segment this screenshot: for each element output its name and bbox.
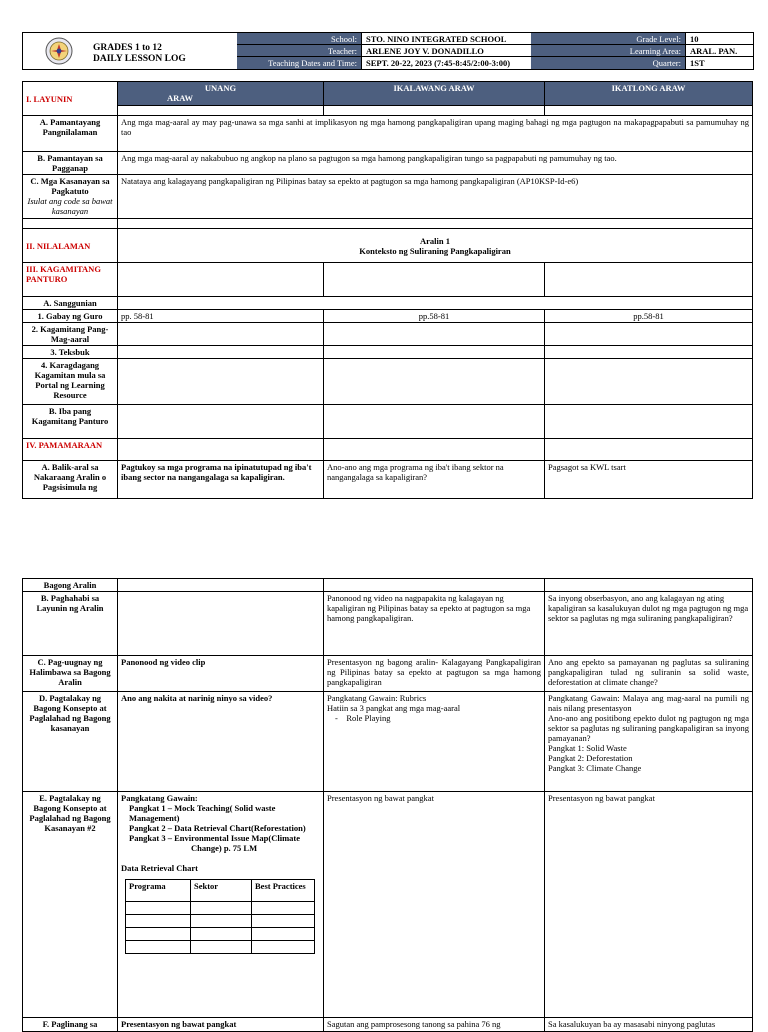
balik-day2: Ano-ano ang mga programa ng iba't ibang sektor na nangangalaga sa kapaligiran? <box>324 461 545 499</box>
blank-cell <box>118 439 324 461</box>
area-label: Learning Area: <box>531 45 685 57</box>
pagtalakay1-day1: Ano ang nakita at narinig ninyo sa video? <box>118 692 324 792</box>
blank-cell <box>118 219 753 229</box>
dates-value: SEPT. 20-22, 2023 (7:45-8:45/2:00-3:00) <box>361 57 531 69</box>
school-value: STO. NINO INTEGRATED SCHOOL <box>361 33 531 45</box>
blank-cell <box>118 346 324 359</box>
row-pamamaraan <box>23 439 753 461</box>
row-mag-aaral <box>23 323 753 346</box>
row-pagtalakay-2 <box>23 792 753 1018</box>
text-pamantayan-pagganap: Ang mga mag-aaral ay nakabubuo ng angkop na plano sa pagtugon sa mga hamong pangkapaligiran tungo sa pagpapabuti ng pamumuhay ng tao. <box>118 152 753 175</box>
label-pamantayang-pangnilalaman: A. Pamantayang Pangnilalaman <box>23 116 118 152</box>
row-bagong-aralin <box>23 579 753 592</box>
log-title <box>93 43 186 65</box>
row-sanggunian <box>23 297 753 310</box>
label-iba-pang: B. Iba pang Kagamitang Panturo <box>23 405 118 439</box>
pagtalakay1-day3-line3: Pangkat 1: Solid Waste <box>548 743 627 753</box>
header-block <box>22 32 754 70</box>
paghahabi-day3: Sa inyong obserbasyon, ano ang kalagayan ng ating kapaligiran sa kasalukuyan dulot ng mga pagtugon ng mga sektor sa paglutas ng mga suliraning pangkapaligiran? <box>545 592 753 656</box>
drc-cell <box>126 915 191 928</box>
pagtalakay2-line4: Pangkat 3 – Environmental Issue Map(Climate <box>129 833 301 843</box>
drc-row <box>126 915 315 928</box>
drc-cell <box>252 915 315 928</box>
label-gabay: 1. Gabay ng Guro <box>23 310 118 323</box>
row-karagdagang <box>23 359 753 405</box>
pagtalakay2-day1 <box>118 792 324 1018</box>
blank-cell <box>118 592 324 656</box>
blank-cell <box>545 263 753 297</box>
kasanayan-note: Isulat ang code sa bawat kasanayan <box>27 196 113 216</box>
blank-cell <box>118 579 324 592</box>
paglinang-day2: Sagutan ang pamprosesong tanong sa pahina 76 ng <box>324 1018 545 1032</box>
label-paglinang: F. Paglinang sa <box>23 1018 118 1032</box>
pagtalakay1-day3-line4: Pangkat 2: Deforestation <box>548 753 633 763</box>
section-kagamitan: III. KAGAMITANG PANTURO <box>23 263 118 297</box>
drc-cell <box>126 941 191 954</box>
label-mag-aaral: 2. Kagamitang Pang-Mag-aaral <box>23 323 118 346</box>
deped-seal-icon <box>45 37 73 65</box>
col-day1 <box>118 82 324 106</box>
aralin-subtitle: Konteksto ng Suliraning Pangkapaligiran <box>359 245 511 256</box>
pagtalakay2-line3: Pangkat 2 – Data Retrieval Chart(Reforestation) <box>129 823 306 833</box>
blank-cell <box>118 405 324 439</box>
drc-row <box>126 928 315 941</box>
drc-row <box>126 941 315 954</box>
blank-cell <box>118 297 753 310</box>
grade-value: 10 <box>685 33 753 45</box>
teacher-label: Teacher: <box>237 45 361 57</box>
lesson-table-page2 <box>22 578 753 1032</box>
row-paglinang <box>23 1018 753 1032</box>
blank-cell <box>545 359 753 405</box>
label-sanggunian: A. Sanggunian <box>23 297 118 310</box>
balik-day3: Pagsagot sa KWL tsart <box>545 461 753 499</box>
label-teksbuk: 3. Teksbuk <box>23 346 118 359</box>
kasanayan-title: C. Mga Kasanayan sa Pagkatuto <box>30 176 110 196</box>
text-kasanayan: Natataya ang kalagayang pangkapaligiran ng Pilipinas batay sa epekto at pagtugon sa mga hamong pangkapaligiran (AP10KSP-Id-e6) <box>118 175 753 219</box>
col-day3: IKATLONG ARAW <box>545 82 753 106</box>
blank-cell <box>545 439 753 461</box>
gabay-day2: pp.58-81 <box>324 310 545 323</box>
label-balik-aral: A. Balik-aral sa Nakaraang Aralin o Pagsisimula ng <box>23 461 118 499</box>
drc-cell <box>191 902 252 915</box>
col-day1-line1: UNANG <box>204 83 237 93</box>
drc-row <box>126 902 315 915</box>
blank-cell <box>545 405 753 439</box>
paghahabi-day2: Panonood ng video na nagpapakita ng kalagayan ng kapaligiran ng Pilipinas batay sa epekto at pagtugon sa mga hamong pangkapaligiran. <box>324 592 545 656</box>
paglinang-day3: Sa kasalukuyan ba ay masasabi ninyong paglutas <box>545 1018 753 1032</box>
row-iba-pang <box>23 405 753 439</box>
blank-cell <box>324 106 545 116</box>
blank-cell <box>118 323 324 346</box>
aralin-cell <box>118 229 753 263</box>
pagtalakay1-day2-line3: Role Playing <box>346 713 391 723</box>
row-pamantayang-pangnilalaman <box>23 116 753 152</box>
text-pamantayang-pangnilalaman: Ang mga mag-aaral ay may pag-unawa sa mga sanhi at implikasyon ng mga hamong pangkapaligiran upang maging bahagi ng mga pagtugon na makapagpapabuti sa pamumuhay ng tao <box>118 116 753 152</box>
blank-cell <box>324 346 545 359</box>
blank-cell <box>545 106 753 116</box>
col-day1-line2: ARAW <box>167 93 193 103</box>
aralin-title: Aralin 1 <box>420 235 450 246</box>
drc-cell <box>126 928 191 941</box>
paglinang-day1: Presentasyon ng bawat pangkat <box>118 1018 324 1032</box>
drc-header-sektor: Sektor <box>191 880 252 902</box>
pagtalakay2-line5: Change) p. 75 LM <box>191 843 258 853</box>
title-line-2: DAILY LESSON LOG <box>93 54 186 64</box>
pag-uugnay-day2: Presentasyon ng bagong aralin- Kalagayang Pangkapaligiran ng Pilipinas batay sa epekto at pagtugon sa mga hamong pangkapaligiran <box>324 656 545 692</box>
drc-header-row <box>126 880 315 902</box>
pagtalakay1-day2-bullet <box>327 713 541 723</box>
quarter-label: Quarter: <box>531 57 685 69</box>
label-kasanayan <box>23 175 118 219</box>
pag-uugnay-day3: Ano ang epekto sa pamayanan ng paglutas sa suliraning pangkapaligiran tulad ng suliranin sa solid waste, deforestation at climate change? <box>545 656 753 692</box>
pagtalakay1-day2 <box>324 692 545 792</box>
drc-cell <box>252 941 315 954</box>
meta-left <box>237 33 531 69</box>
blank-cell <box>545 346 753 359</box>
drc-cell <box>252 902 315 915</box>
drc-cell <box>126 902 191 915</box>
col-day2: IKALAWANG ARAW <box>324 82 545 106</box>
pagtalakay2-day3: Presentasyon ng bawat pangkat <box>545 792 753 1018</box>
pagtalakay1-day3 <box>545 692 753 792</box>
blank-cell <box>324 405 545 439</box>
pagtalakay1-day3-line1: Pangkatang Gawain: Malaya ang mag-aaral na pumili ng nais nilang presentasyon <box>548 693 749 713</box>
label-bagong-aralin: Bagong Aralin <box>23 579 118 592</box>
label-paghahabi: B. Paghahabi sa Layunin ng Aralin <box>23 592 118 656</box>
label-pagtalakay-2: E. Pagtalakay ng Bagong Konsepto at Paglalahad ng Bagong Kasanayan #2 <box>23 792 118 1018</box>
blank-cell <box>545 579 753 592</box>
logo-cell <box>23 33 238 69</box>
pagtalakay2-line1: Pangkatang Gawain: <box>121 793 198 803</box>
pagtalakay1-day3-line5: Pangkat 3: Climate Change <box>548 763 642 773</box>
section-pamamaraan: IV. PAMAMARAAN <box>23 439 118 461</box>
pagtalakay2-day2: Presentasyon ng bawat pangkat <box>324 792 545 1018</box>
pagtalakay2-line2: Pangkat 1 – Mock Teaching( Solid waste Management) <box>129 803 276 823</box>
school-label: School: <box>237 33 361 45</box>
blank-cell <box>324 359 545 405</box>
label-karagdagang: 4. Karagdagang Kagamitan mula sa Portal ng Learning Resource <box>23 359 118 405</box>
blank-cell <box>23 219 118 229</box>
gabay-day3: pp.58-81 <box>545 310 753 323</box>
data-retrieval-chart <box>125 879 315 954</box>
blank-cell <box>324 323 545 346</box>
blank-cell <box>118 359 324 405</box>
pag-uugnay-day1: Panonood ng video clip <box>118 656 324 692</box>
pagtalakay1-day2-line2: Hatiin sa 3 pangkat ang mga mag-aaral <box>327 703 461 713</box>
drc-cell <box>191 941 252 954</box>
row-pag-uugnay <box>23 656 753 692</box>
blank-cell <box>324 579 545 592</box>
dates-label: Teaching Dates and Time: <box>237 57 361 69</box>
row-pamantayan-pagganap <box>23 152 753 175</box>
gabay-day1: pp. 58-81 <box>118 310 324 323</box>
row-balik-aral <box>23 461 753 499</box>
lesson-table-page1 <box>22 81 753 499</box>
blank-cell <box>324 439 545 461</box>
row-kasanayan <box>23 175 753 219</box>
section-layunin: I. LAYUNIN <box>23 82 118 116</box>
title-line-1: GRADES 1 to 12 <box>93 43 162 53</box>
row-nilalaman <box>23 229 753 263</box>
blank-cell <box>324 263 545 297</box>
drc-cell <box>191 928 252 941</box>
label-pamantayan-pagganap: B. Pamantayan sa Pagganap <box>23 152 118 175</box>
pagtalakay1-day2-line1: Pangkatang Gawain: Rubrics <box>327 693 427 703</box>
dash-bullet: - <box>335 713 347 723</box>
teacher-value: ARLENE JOY V. DONADILLO <box>361 45 531 57</box>
drc-header-programa: Programa <box>126 880 191 902</box>
balik-day1: Pagtukoy sa mga programa na ipinatutupad ng iba't ibang sector na nangangalaga sa kapaligiran. <box>118 461 324 499</box>
blank-cell <box>118 106 324 116</box>
drc-header-best-practices: Best Practices <box>252 880 315 902</box>
label-pag-uugnay: C. Pag-uugnay ng Halimbawa sa Bagong Aralin <box>23 656 118 692</box>
drc-cell <box>191 915 252 928</box>
pagtalakay1-day3-line2: Ano-ano ang positibong epekto dulot ng pagtugon ng mga sektor sa paglutas ng suliraning pangkapaligiran sa inyong pamayanan? <box>548 713 749 743</box>
row-pagtalakay-1 <box>23 692 753 792</box>
section-nilalaman: II. NILALAMAN <box>23 229 118 263</box>
row-paghahabi <box>23 592 753 656</box>
blank-cell <box>545 323 753 346</box>
grade-label: Grade Level: <box>531 33 685 45</box>
pagtalakay2-line6: Data Retrieval Chart <box>121 863 198 873</box>
quarter-value: 1ST <box>685 57 753 69</box>
row-teksbuk <box>23 346 753 359</box>
blank-cell <box>118 263 324 297</box>
area-value: ARAL. PAN. <box>685 45 753 57</box>
column-header-row <box>23 82 753 106</box>
label-pagtalakay-1: D. Pagtalakay ng Bagong Konsepto at Paglalahad ng Bagong kasanayan <box>23 692 118 792</box>
row-gabay <box>23 310 753 323</box>
meta-right <box>531 33 753 69</box>
row-kagamitan <box>23 263 753 297</box>
drc-cell <box>252 928 315 941</box>
